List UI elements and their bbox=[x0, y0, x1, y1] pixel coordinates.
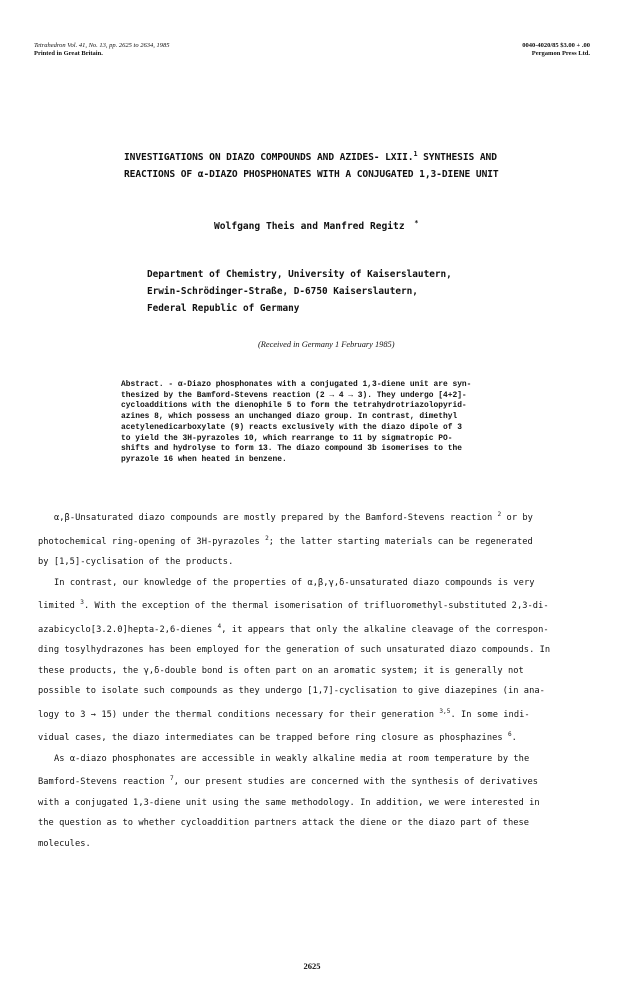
body-line: vidual cases, the diazo intermediates can be trapped before ring closure as phosphazines $^6$. bbox=[38, 731, 517, 743]
page-number: 2625 bbox=[303, 961, 321, 971]
affiliation-line: Erwin-Schrödinger-Straße, D-6750 Kaiserslautern, bbox=[147, 286, 418, 297]
author-names: Wolfgang Theis and Manfred Regitz bbox=[214, 221, 405, 232]
publisher-header bbox=[522, 42, 590, 58]
abstract bbox=[121, 380, 471, 466]
printed-line: Printed in Great Britain. bbox=[34, 50, 103, 57]
journal-line: Tetrahedron Vol. 41, No. 13, pp. 2625 to 2634, 1985 bbox=[34, 42, 170, 49]
article-title bbox=[124, 146, 499, 183]
abstract-line: acetylenedicarboxylate (9) reacts exclusively with the diazo dipole of 3 bbox=[121, 422, 462, 432]
author-list bbox=[214, 219, 418, 232]
body-line: In contrast, our knowledge of the properties of α,β,γ,δ-unsaturated diazo compounds is very bbox=[54, 577, 535, 588]
article-code: 0040-4020/85 $3.00 + .00 bbox=[522, 42, 590, 49]
title-line-2: REACTIONS OF α-DIAZO PHOSPHONATES WITH A CONJUGATED 1,3-DIENE UNIT bbox=[124, 169, 499, 180]
body-line: As α-diazo phosphonates are accessible in weakly alkaline media at room temperature by the bbox=[54, 753, 530, 764]
received-date: (Received in Germany 1 February 1985) bbox=[258, 340, 395, 349]
abstract-line: thesized by the Bamford-Stevens reaction (2 → 4 → 3). They undergo [4+2]- bbox=[121, 390, 467, 400]
body-line: with a conjugated 1,3-diene unit using the same methodology. In addition, we were interested in bbox=[38, 797, 540, 808]
title-footnote-mark: 1 bbox=[413, 150, 418, 158]
affiliation bbox=[147, 266, 452, 317]
body-line: limited $^3$. With the exception of the thermal isomerisation of trifluoromethyl-substituted 2,3-di- bbox=[38, 599, 549, 611]
body-line: possible to isolate such compounds as they undergo [1,7]-cyclisation to give diazepines (in ana- bbox=[38, 686, 545, 696]
body-line: molecules. bbox=[38, 838, 91, 849]
body-line: logy to 3 → 15) under the thermal conditions necessary for their generation $^{3,5}$. In some indi- bbox=[38, 707, 530, 720]
body-line: the question as to whether cycloaddition partners attack the diene or the diazo part of these bbox=[38, 818, 530, 828]
abstract-line: Abstract. - α-Diazo phosphonates with a conjugated 1,3-diene unit are syn- bbox=[121, 380, 472, 389]
body-line: α,β-Unsaturated diazo compounds are mostly prepared by the Bamford-Stevens reaction $^2$ or by bbox=[54, 511, 533, 523]
journal-header bbox=[34, 42, 169, 58]
body-line: these products, the γ,δ-double bond is often part on an aromatic system; it is generally not bbox=[38, 665, 524, 676]
abstract-line: cycloadditions with the dienophile 5 to form the tetrahydrotriazolopyrid- bbox=[121, 401, 467, 411]
body-line: Bamford-Stevens reaction $^7$, our present studies are concerned with the synthesis of derivatives bbox=[38, 775, 539, 787]
abstract-line: azines 8, which possess an unchanged diazo group. In contrast, dimethyl bbox=[121, 412, 458, 422]
body-line: photochemical ring-opening of 3H-pyrazoles $^2$; the latter starting materials can be regenerated bbox=[38, 534, 533, 547]
abstract-line: to yield the 3H-pyrazoles 10, which rearrange to 11 by sigmatropic PO- bbox=[121, 433, 453, 443]
abstract-line: shifts and hydrolyse to form 13. The diazo compound 3b isomerises to the bbox=[121, 444, 462, 454]
title-line-1: INVESTIGATIONS ON DIAZO COMPOUNDS AND AZIDES- LXII.$^1$ SYNTHESIS AND bbox=[124, 150, 497, 163]
affiliation-line: Federal Republic of Germany bbox=[147, 303, 300, 314]
corresponding-author-mark: * bbox=[414, 219, 419, 227]
abstract-line: pyrazole 16 when heated in benzene. bbox=[121, 454, 287, 464]
body-line: ding tosylhydrazones has been employed for the generation of such unsaturated diazo compounds. In bbox=[38, 645, 551, 655]
affiliation-line: Department of Chemistry, University of Kaiserslautern, bbox=[147, 269, 452, 280]
body-text bbox=[38, 505, 550, 854]
body-line: by [1,5]-cyclisation of the products. bbox=[38, 557, 234, 567]
publisher-name: Pergamon Press Ltd. bbox=[531, 50, 590, 57]
body-line: azabicyclo[3.2.0]hepta-2,6-dienes $^4$, it appears that only the alkaline cleavage of the correspon- bbox=[38, 622, 549, 635]
